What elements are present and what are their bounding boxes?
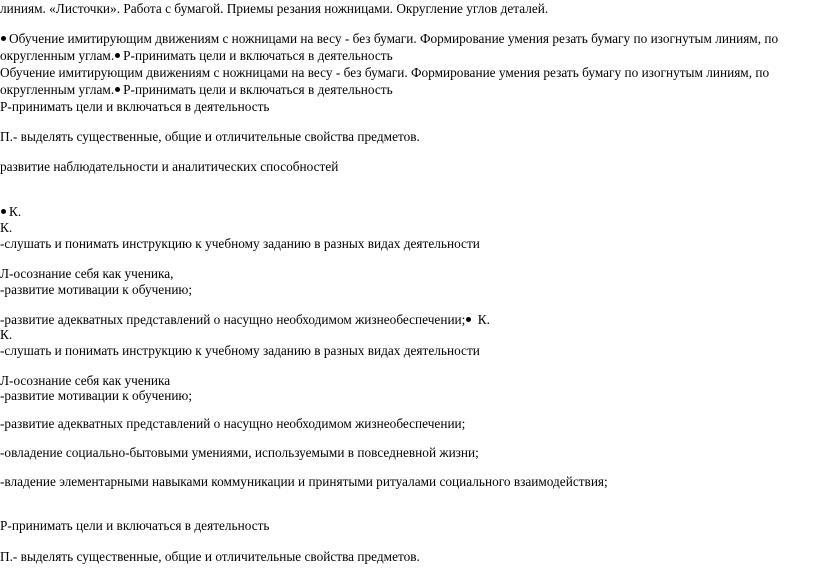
bullet-icon bbox=[1, 36, 6, 41]
text-line-intro: линиям. «Листочки». Работа с бумагой. Приемы резания ножницами. Округление углов деталей. bbox=[0, 1, 549, 16]
text-line-bullet bbox=[0, 311, 490, 328]
text-line: Р-принимать цели и включаться в деятельность bbox=[0, 518, 270, 533]
bullet-icon bbox=[466, 317, 471, 322]
text-line-bullet bbox=[0, 203, 21, 220]
text-line: П.- выделять существенные, общие и отличительные свойства предметов. bbox=[0, 549, 420, 564]
bullet-icon bbox=[115, 87, 120, 92]
text-segment: К. bbox=[9, 204, 22, 219]
paragraph-scissors-2 bbox=[0, 64, 802, 98]
text-segment: -развитие адекватных представлений о насущно необходимом жизнеобеспечении; bbox=[0, 312, 466, 327]
text-line: Л-осознание себя как ученика bbox=[0, 373, 171, 388]
paragraph-scissors-1 bbox=[0, 30, 802, 64]
paragraph-text: Р-принимать цели и включаться в деятельность bbox=[123, 82, 393, 97]
text-line: -овладение социально-бытовыми умениями, используемыми в повседневной жизни; bbox=[0, 445, 479, 460]
text-line: Р-принимать цели и включаться в деятельность bbox=[0, 99, 270, 114]
bullet-icon bbox=[1, 209, 6, 214]
text-line: П.- выделять существенные, общие и отличительные свойства предметов. bbox=[0, 129, 420, 144]
paragraph-text: Р-принимать цели и включаться в деятельность bbox=[123, 48, 393, 63]
text-line: -слушать и понимать инструкцию к учебному заданию в разных видах деятельности bbox=[0, 236, 480, 251]
paragraph-text: Обучение имитирующим движениям с ножницами на весу - без бумаги. Формирование умения резать бумагу по изогнутым линиям, по округленным углам. bbox=[0, 65, 770, 97]
text-line: -владение элементарными навыками коммуникации и принятыми ритуалами социального взаимодействия; bbox=[0, 474, 608, 489]
bullet-icon bbox=[115, 53, 120, 58]
text-line: -развитие мотивации к обучению; bbox=[0, 388, 193, 403]
text-line: К. bbox=[0, 220, 13, 235]
text-line: -развитие мотивации к обучению; bbox=[0, 282, 193, 297]
text-line: К. bbox=[0, 327, 13, 342]
paragraph-text: Обучение имитирующим движениям с ножницами на весу - без бумаги. Формирование умения резать бумагу по изогнутым линиям, по округленным углам. bbox=[0, 31, 779, 63]
text-line: -слушать и понимать инструкцию к учебному заданию в разных видах деятельности bbox=[0, 343, 480, 358]
text-line: развитие наблюдательности и аналитических способностей bbox=[0, 159, 339, 174]
text-line: Л-осознание себя как ученика, bbox=[0, 266, 174, 281]
text-line: -развитие адекватных представлений о насущно необходимом жизнеобеспечении; bbox=[0, 416, 466, 431]
text-segment: К. bbox=[474, 312, 490, 327]
